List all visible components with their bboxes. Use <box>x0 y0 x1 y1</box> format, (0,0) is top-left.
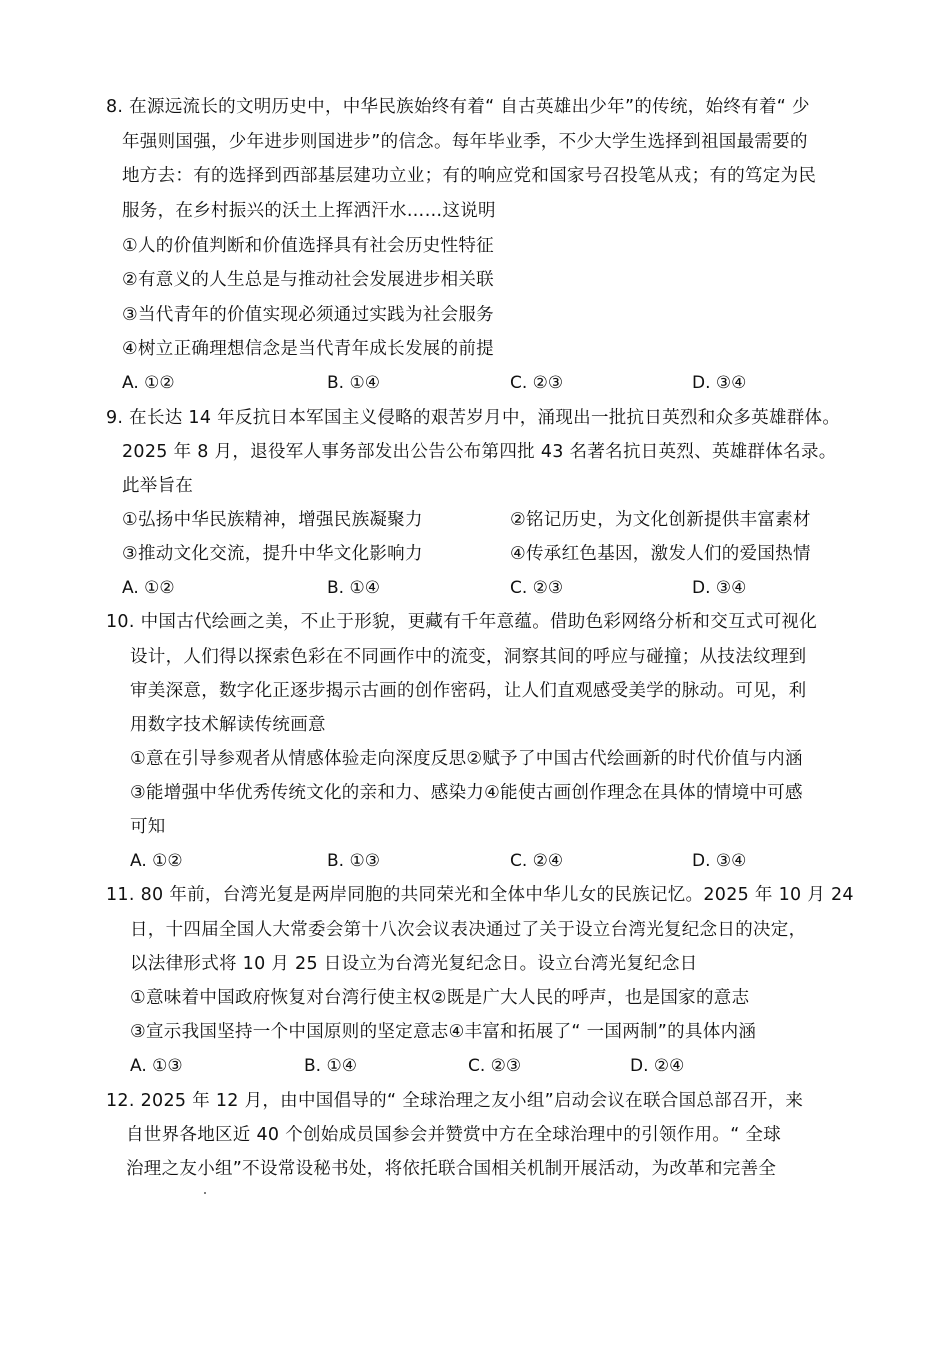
question-10-statement: ③能增强中华优秀传统文化的亲和力、感染力④能使古画创作理念在具体的情境中可感 <box>130 783 803 803</box>
question-8-stem-line: 地方去：有的选择到西部基层建功立业；有的响应党和国家号召投笔从戎；有的笃定为民 <box>122 166 817 186</box>
question-9-statement: ②铭记历史，为文化创新提供丰富素材 <box>510 510 811 530</box>
question-8-stem-line: 8. 在源远流长的文明历史中，中华民族始终有着“ 自古英雄出少年”的传统，始终有着“ 少 <box>106 97 810 117</box>
question-10-stem-line: 用数字技术解读传统画意 <box>130 715 326 735</box>
question-10-stem-line: 审美深意，数字化正逐步揭示古画的创作密码，让人们直观感受美学的脉动。可见，利 <box>130 681 807 701</box>
question-10-statement: ①意在引导参观者从情感体验走向深度反思②赋予了中国古代绘画新的时代价值与内涵 <box>130 749 803 769</box>
question-8-statement: ③当代青年的价值实现必须通过实践为社会服务 <box>122 305 494 325</box>
question-9-choice-d[interactable]: D. ③④ <box>692 578 747 598</box>
question-12-stem-line: 12. 2025 年 12 月，由中国倡导的“ 全球治理之友小组”启动会议在联合国总部召开，来 <box>106 1091 804 1111</box>
question-9-choice-c[interactable]: C. ②③ <box>510 578 564 598</box>
question-10-choice-b[interactable]: B. ①③ <box>327 851 380 871</box>
question-8-stem-line: 年强则国强，少年进步则国进步”的信念。每年毕业季，不少大学生选择到祖国最需要的 <box>122 132 808 152</box>
question-11-statement: ③宣示我国坚持一个中国原则的坚定意志④丰富和拓展了“ 一国两制”的具体内涵 <box>130 1022 757 1042</box>
question-11-choice-d[interactable]: D. ②④ <box>630 1056 685 1076</box>
question-10-stem-line: 10. 中国古代绘画之美，不止于形貌，更藏有千年意蕴。借助色彩网络分析和交互式可视化 <box>106 612 817 632</box>
question-11-stem-line: 日，十四届全国人大常委会第十八次会议表决通过了关于设立台湾光复纪念日的决定， <box>130 920 807 940</box>
question-8-choice-c[interactable]: C. ②③ <box>510 373 564 393</box>
question-9-choice-b[interactable]: B. ①④ <box>327 578 380 598</box>
question-10-stem-line: 设计，人们得以探索色彩在不同画作中的流变，洞察其间的呼应与碰撞；从技法纹理到 <box>130 647 807 667</box>
question-9-stem-line: 9. 在长达 14 年反抗日本军国主义侵略的艰苦岁月中，涌现出一批抗日英烈和众多英雄群体。 <box>106 408 841 428</box>
question-11-stem-line: 以法律形式将 10 月 25 日设立为台湾光复纪念日。设立台湾光复纪念日 <box>130 954 698 974</box>
question-9-stem-line: 此举旨在 <box>122 476 194 496</box>
question-8-statement: ②有意义的人生总是与推动社会发展进步相关联 <box>122 270 494 290</box>
question-11-choice-a[interactable]: A. ①③ <box>130 1056 183 1076</box>
question-9-statement: ①弘扬中华民族精神，增强民族凝聚力 <box>122 510 423 530</box>
question-10-choice-a[interactable]: A. ①② <box>130 851 183 871</box>
question-10-choice-c[interactable]: C. ②④ <box>510 851 564 871</box>
question-8-statement: ④树立正确理想信念是当代青年成长发展的前提 <box>122 339 494 359</box>
question-12-stem-line: 治理之友小组”不设常设秘书处，将依托联合国相关机制开展活动，为改革和完善全 <box>126 1159 777 1179</box>
question-8-statement: ①人的价值判断和价值选择具有社会历史性特征 <box>122 236 494 256</box>
question-11-choice-c[interactable]: C. ②③ <box>468 1056 522 1076</box>
question-9-statement: ④传承红色基因，激发人们的爱国热情 <box>510 544 811 564</box>
question-11-statement: ①意味着中国政府恢复对台湾行使主权②既是广大人民的呼声，也是国家的意志 <box>130 988 750 1008</box>
question-9-stem-line: 2025 年 8 月，退役军人事务部发出公告公布第四批 43 名著名抗日英烈、英雄群体名录。 <box>122 442 837 462</box>
question-8-stem-line: 服务，在乡村振兴的沃土上挥洒汗水……这说明 <box>122 201 496 221</box>
question-11-choice-b[interactable]: B. ①④ <box>304 1056 357 1076</box>
question-8-choice-d[interactable]: D. ③④ <box>692 373 747 393</box>
question-10-choice-d[interactable]: D. ③④ <box>692 851 747 871</box>
question-9-choice-a[interactable]: A. ①② <box>122 578 175 598</box>
question-10-statement: 可知 <box>130 817 166 837</box>
question-8-choice-b[interactable]: B. ①④ <box>327 373 380 393</box>
question-8-choice-a[interactable]: A. ①② <box>122 373 175 393</box>
question-11-stem-line: 11. 80 年前，台湾光复是两岸同胞的共同荣光和全体中华儿女的民族记忆。2025 年 10 月 24 <box>106 885 854 905</box>
question-12-stem-line: 自世界各地区近 40 个创始成员国参会并赞赏中方在全球治理中的引领作用。“ 全球 <box>126 1125 782 1145</box>
question-9-statement: ③推动文化交流，提升中华文化影响力 <box>122 544 423 564</box>
stray-dot <box>204 1192 206 1194</box>
